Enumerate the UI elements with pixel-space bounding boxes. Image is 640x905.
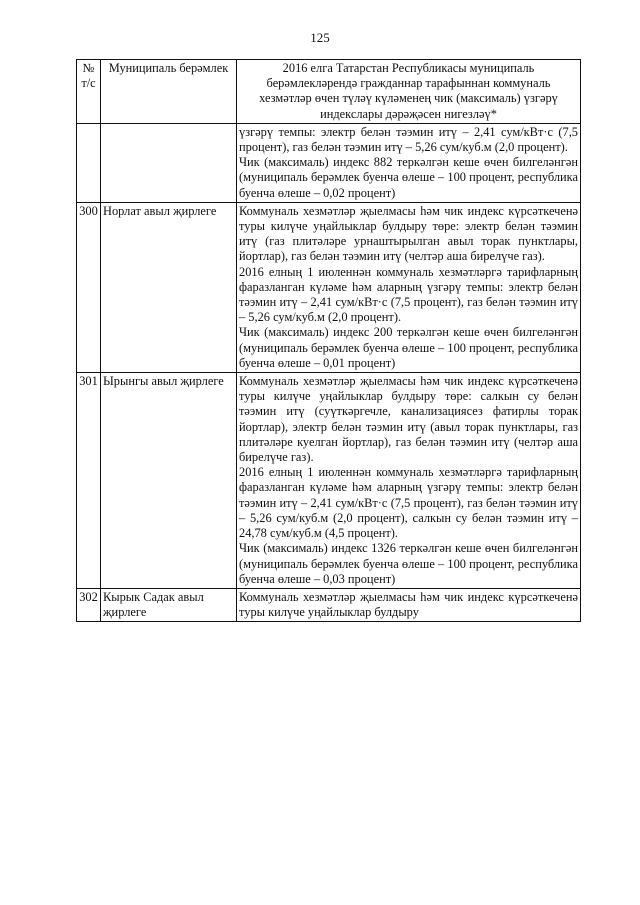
table-row: [77, 588, 581, 621]
row-number: 300: [77, 202, 101, 372]
row-municipality: Кырык Садак авыл җирлеге: [101, 588, 237, 621]
row-paragraph: Чик (максималь) индекс 882 теркәлгән кеше өчен билгеләнгән (муниципаль берәмлек буенча өлеше – 100 процент, республика буенча өлеше – 0,02 процент): [239, 155, 578, 200]
row-municipality: Ырынгы авыл җирлеге: [101, 373, 237, 589]
row-paragraph: 2016 елның 1 июленнән коммуналь хезмәтләргә тарифларның фаразланган күләме һәм аларның үзгәрү темпы: электр белән тәэмин итү – 2,41 сум/кВт·с (7,5 процент), газ белән тәэмин итү – 5,26 сум/куб.м (2,0 процент), салкын су белән тәэмин итү – 24,78 сум/куб.м (4,5 процент).: [239, 465, 578, 541]
row-paragraph: 2016 елның 1 июленнән коммуналь хезмәтләргә тарифларның фаразланган күләме һәм аларның үзгәрү темпы: электр белән тәэмин итү – 2,41 сум/кВт·с (7,5 процент), газ белән тәэмин итү – 5,26 сум/куб.м (2,0 процент).: [239, 264, 578, 325]
row-paragraph: Коммуналь хезмәтләр җыелмасы һәм чик индекс күрсәткеченә туры килүче уңайлыклар булдыру төре: салкын су белән тәэмин итү (суүткәргечле, канализациясез фатирлы торак йортлар), электр белән тәэмин итү (авыл торак пунктлары, газ плитәләре куелган йортлар), газ белән тәэмин итү (челтәр аша бирелүче газ).: [239, 374, 578, 465]
page-number: 125: [310, 30, 330, 45]
header-number: № т/с: [77, 60, 101, 124]
row-description: [237, 123, 581, 202]
row-number: 302: [77, 588, 101, 621]
tariff-table: [76, 59, 581, 622]
table-row: [77, 373, 581, 589]
row-description: [237, 588, 581, 621]
row-paragraph: Чик (максималь) индекс 1326 теркәлгән кеше өчен билгеләнгән (муниципаль берәмлек буенча өлеше – 100 процент, республика буенча өлеше – 0,03 процент): [239, 541, 578, 586]
row-number: 301: [77, 373, 101, 589]
table-row: [77, 123, 581, 202]
row-paragraph: үзгәрү темпы: электр белән тәэмин итү – 2,41 сум/кВт·с (7,5 процент), газ белән тәэмин итү – 5,26 сум/куб.м (2,0 процент).: [239, 124, 578, 155]
row-number: [77, 123, 101, 202]
row-municipality: Норлат авыл җирлеге: [101, 202, 237, 372]
header-municipality: Муниципаль берәмлек: [101, 60, 237, 124]
table-header-row: [77, 60, 581, 124]
row-municipality: [101, 123, 237, 202]
row-description: [237, 373, 581, 589]
header-description: 2016 елга Татарстан Республикасы муниципаль берәмлекләрендә гражданнар тарафыннан коммуналь хезмәтләр өчен түләү күләменең чик (максималь) үзгәрү индекслары дәрәҗәсен нигезләү*: [237, 60, 581, 124]
row-paragraph: Коммуналь хезмәтләр җыелмасы һәм чик индекс күрсәткеченә туры килүче уңайлыклар булдыру: [239, 589, 578, 620]
row-paragraph: Чик (максималь) индекс 200 теркәлгән кеше өчен билгеләнгән (муниципаль берәмлек буенча өлеше – 100 процент, республика буенча өлеше – 0,01 процент): [239, 325, 578, 370]
row-paragraph: Коммуналь хезмәтләр җыелмасы һәм чик индекс күрсәткеченә туры килүче уңайлыклар булдыру төре: электр белән тәэмин итү (газ плитәләре урнаштырылган авыл торак пунктлары, йортлар), газ белән тәэмин итү (челтәр аша бирелүче газ).: [239, 203, 578, 264]
table-row: [77, 202, 581, 372]
row-description: [237, 202, 581, 372]
